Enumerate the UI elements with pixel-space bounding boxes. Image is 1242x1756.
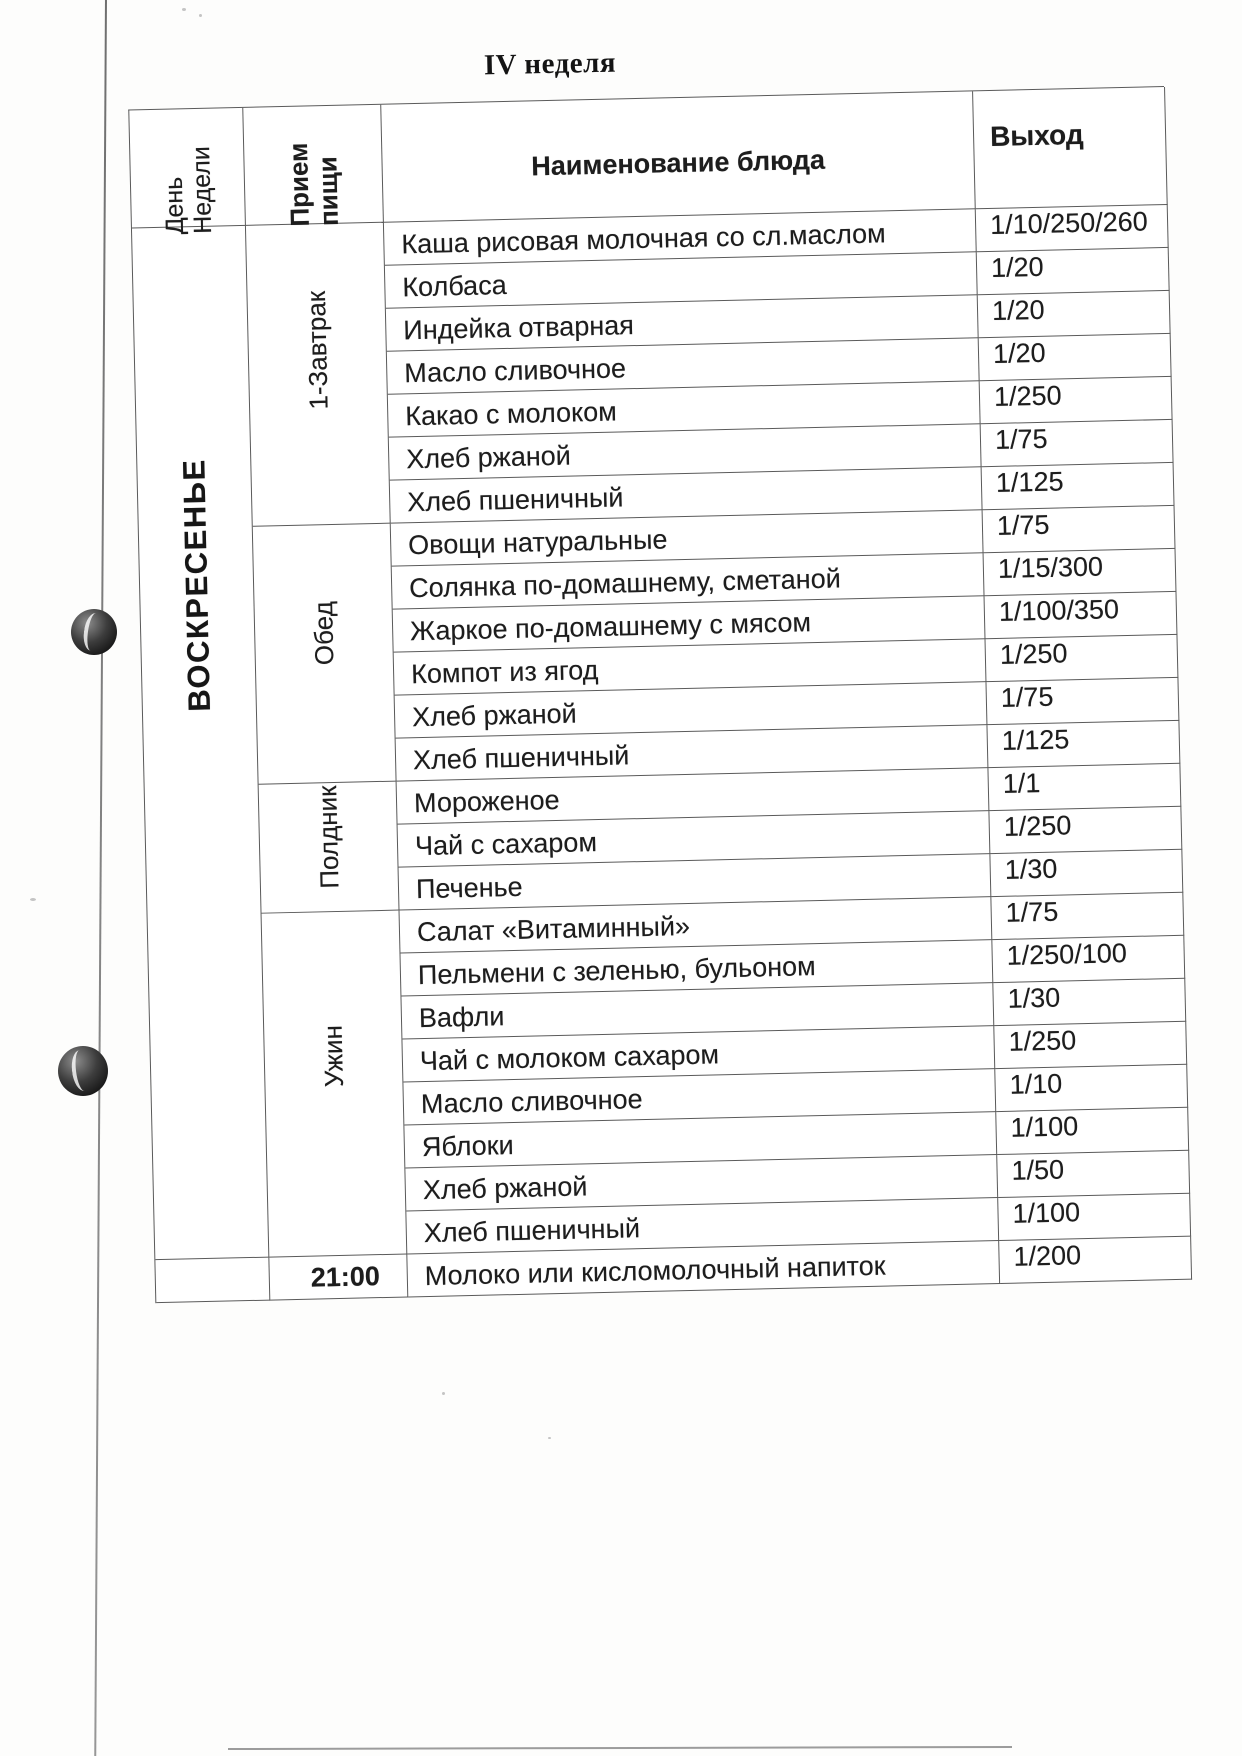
dish-output: 1/200 xyxy=(999,1237,1192,1284)
header-dish-name-label: Наименование блюда xyxy=(531,144,826,182)
header-meal xyxy=(243,105,384,226)
dish-output: 1/250/100 xyxy=(992,936,1185,983)
dish-name: Хлеб ржаной xyxy=(395,682,988,738)
dish-name: Какао с молоком xyxy=(388,381,981,437)
dish-name: Колбаса xyxy=(385,252,978,308)
dish-name: Каша рисовая молочная со сл.маслом xyxy=(384,209,977,265)
dish-output: 1/10 xyxy=(995,1065,1188,1112)
dish-output: 1/30 xyxy=(990,850,1183,897)
dish-output: 1/125 xyxy=(982,463,1175,510)
dish-name: Хлеб ржаной xyxy=(405,1155,998,1211)
meal-cell-1 xyxy=(246,223,391,527)
dish-output: 1/75 xyxy=(981,420,1174,467)
dish-name: Вафли xyxy=(401,983,994,1039)
dish-name: Масло сливочное xyxy=(403,1069,996,1125)
page-bottom-edge xyxy=(228,1746,1012,1750)
dish-output: 1/100 xyxy=(996,1108,1189,1155)
dish-name: Молоко или кисломолочный напиток xyxy=(407,1241,1000,1297)
dish-name: Солянка по-домашнему, сметаной xyxy=(392,553,985,609)
dish-name: Пельмени с зеленью, бульоном xyxy=(400,940,993,996)
dish-output: 1/250 xyxy=(994,1022,1187,1069)
hole-punch-mark xyxy=(58,1046,108,1096)
header-output-label: Выход xyxy=(989,118,1084,152)
dish-name: Яблоки xyxy=(404,1112,997,1168)
page-title: IV неделя xyxy=(483,46,617,82)
day-label: ВОСКРЕСЕНЬЕ xyxy=(175,458,217,713)
dish-output: 1/250 xyxy=(989,807,1182,854)
dish-output: 1/100/350 xyxy=(985,592,1178,639)
hole-punch-mark xyxy=(71,609,117,655)
meal-label: 21:00 xyxy=(310,1260,381,1293)
scan-speck xyxy=(199,14,202,17)
dish-name: Мороженое xyxy=(397,768,990,824)
dish-name: Хлеб пшеничный xyxy=(396,725,989,781)
dish-name: Масло сливочное xyxy=(387,338,980,394)
header-dish-name xyxy=(381,91,976,222)
dish-output: 1/100 xyxy=(998,1194,1191,1241)
dish-output: 1/15/300 xyxy=(984,549,1177,596)
dish-output: 1/20 xyxy=(979,334,1172,381)
dish-name: Овощи натуральные xyxy=(391,510,984,566)
dish-name: Хлеб пшеничный xyxy=(390,467,983,523)
dish-name: Печенье xyxy=(399,854,992,910)
dish-output: 1/1 xyxy=(988,764,1181,811)
scan-speck xyxy=(442,1392,445,1395)
dish-output: 1/20 xyxy=(977,248,1170,295)
day-empty-cell xyxy=(155,1258,270,1304)
dish-output: 1/75 xyxy=(983,506,1176,553)
dish-output: 1/75 xyxy=(991,893,1184,940)
dish-name: Компот из ягод xyxy=(394,639,987,695)
dish-name: Хлеб ржаной xyxy=(389,424,982,480)
header-day-of-week xyxy=(129,108,246,235)
dish-output: 1/50 xyxy=(997,1151,1190,1198)
scan-speck xyxy=(30,898,36,901)
dish-name: Чай с молоком сахаром xyxy=(402,1026,995,1082)
page-edge-line xyxy=(94,0,107,1756)
meal-label: Ужин xyxy=(317,1024,349,1088)
dish-output: 1/20 xyxy=(978,291,1171,338)
header-output xyxy=(973,87,1168,209)
meal-cell-3 xyxy=(259,782,400,914)
meal-cell-5 xyxy=(269,1254,408,1300)
meal-cell-2 xyxy=(253,524,397,785)
meal-label: Обед xyxy=(307,600,339,666)
dish-output: 1/75 xyxy=(986,678,1179,725)
dish-output: 1/250 xyxy=(980,377,1173,424)
dish-output: 1/30 xyxy=(993,979,1186,1026)
dish-output: 1/250 xyxy=(986,635,1179,682)
menu-table xyxy=(128,86,1191,1303)
meal-label: Полдник xyxy=(311,784,344,889)
scan-speck xyxy=(182,8,186,11)
dish-name: Жаркое по-домашнему с мясом xyxy=(393,596,986,652)
dish-output: 1/10/250/260 xyxy=(976,205,1169,252)
dish-name: Салат «Витаминный» xyxy=(400,897,993,953)
meal-label: 1-Завтрак xyxy=(300,290,334,410)
dish-name: Чай с сахаром xyxy=(398,811,991,867)
dish-name: Хлеб пшеничный xyxy=(406,1198,999,1254)
dish-name: Индейка отварная xyxy=(386,295,979,351)
meal-cell-4 xyxy=(262,911,408,1258)
header-day-of-week-label: День Недели xyxy=(159,145,217,235)
header-meal-label: Прием пищи xyxy=(282,141,344,227)
scan-speck xyxy=(548,1437,551,1439)
menu-table-wrapper xyxy=(128,86,1191,1303)
dish-output: 1/125 xyxy=(987,721,1180,768)
